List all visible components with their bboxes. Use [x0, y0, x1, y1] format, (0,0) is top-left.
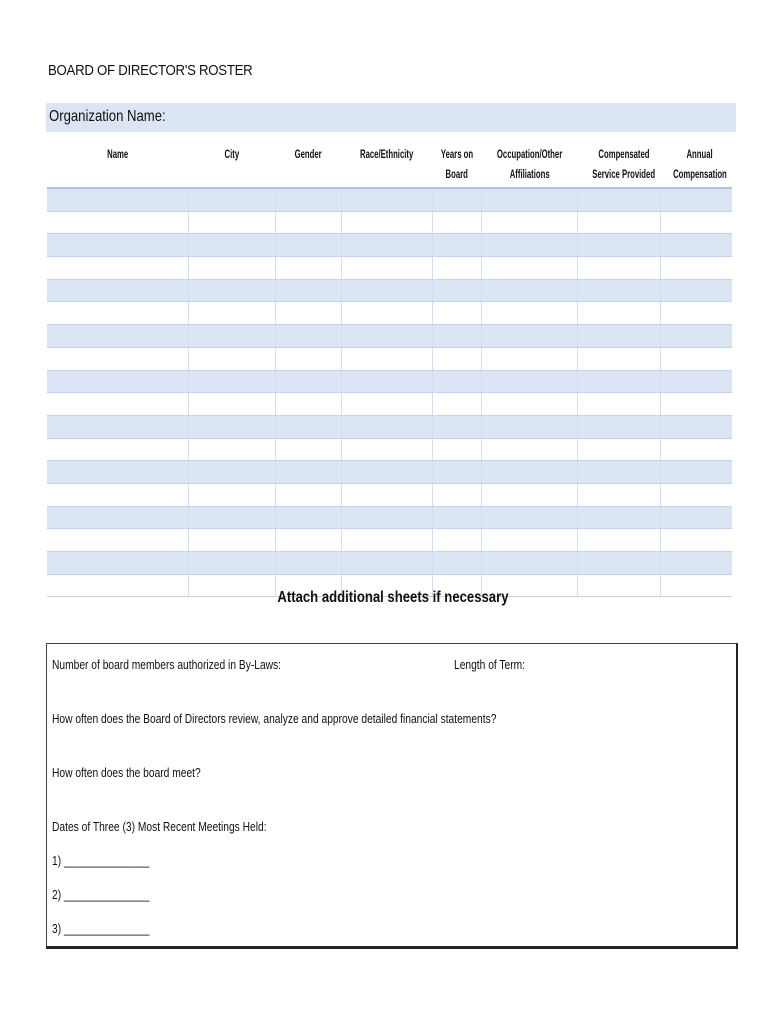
roster-cell[interactable] — [188, 506, 275, 529]
attach-note: Attach additional sheets if necessary — [276, 589, 509, 606]
roster-cell[interactable] — [577, 552, 660, 575]
roster-cell[interactable] — [660, 347, 732, 370]
roster-cell[interactable] — [432, 461, 481, 484]
roster-cell[interactable] — [341, 393, 432, 416]
roster-cell[interactable] — [341, 552, 432, 575]
roster-cell[interactable] — [47, 279, 188, 302]
roster-cell[interactable] — [47, 393, 188, 416]
roster-cell[interactable] — [188, 188, 275, 211]
roster-cell[interactable] — [432, 234, 481, 257]
column-header-occupation: Occupation/Other Affiliations — [481, 143, 577, 188]
recent-meetings-label: Dates of Three (3) Most Recent Meetings Held: — [52, 820, 267, 834]
roster-cell[interactable] — [47, 552, 188, 575]
roster-cell[interactable] — [275, 529, 341, 552]
roster-cell[interactable] — [341, 257, 432, 280]
roster-cell[interactable] — [275, 506, 341, 529]
length-of-term-label: Length of Term: — [454, 658, 526, 672]
roster-row — [47, 552, 732, 575]
roster-cell[interactable] — [432, 552, 481, 575]
roster-cell[interactable] — [275, 370, 341, 393]
roster-cell[interactable] — [188, 302, 275, 325]
roster-cell[interactable] — [481, 302, 577, 325]
column-header-gender: Gender — [275, 143, 341, 188]
roster-cell[interactable] — [432, 325, 481, 348]
roster-cell[interactable] — [432, 211, 481, 234]
roster-cell[interactable] — [660, 370, 732, 393]
roster-cell[interactable] — [47, 415, 188, 438]
roster-cell[interactable] — [660, 438, 732, 461]
roster-cell[interactable] — [432, 415, 481, 438]
roster-cell[interactable] — [47, 325, 188, 348]
organization-name-label: Organization Name: — [49, 108, 166, 125]
roster-row — [47, 529, 732, 552]
column-header-city: City — [188, 143, 275, 188]
roster-cell[interactable] — [660, 234, 732, 257]
roster-cell[interactable] — [341, 415, 432, 438]
roster-cell[interactable] — [577, 234, 660, 257]
roster-cell[interactable] — [660, 325, 732, 348]
roster-cell[interactable] — [341, 461, 432, 484]
roster-cell[interactable] — [660, 211, 732, 234]
roster-cell[interactable] — [577, 279, 660, 302]
meeting-frequency-question: How often does the board meet? — [52, 766, 201, 780]
roster-cell[interactable] — [47, 461, 188, 484]
roster-cell[interactable] — [432, 302, 481, 325]
roster-cell[interactable] — [341, 302, 432, 325]
roster-cell[interactable] — [275, 415, 341, 438]
roster-cell[interactable] — [481, 370, 577, 393]
roster-cell[interactable] — [341, 347, 432, 370]
roster-row — [47, 234, 732, 257]
roster-cell[interactable] — [341, 529, 432, 552]
roster-cell[interactable] — [432, 279, 481, 302]
roster-table — [47, 143, 732, 597]
roster-cell[interactable] — [577, 211, 660, 234]
roster-cell[interactable] — [660, 188, 732, 211]
roster-cell[interactable] — [577, 438, 660, 461]
meeting-date-line-2[interactable]: 2) _______________ — [52, 888, 150, 902]
roster-cell[interactable] — [188, 370, 275, 393]
roster-cell[interactable] — [577, 529, 660, 552]
roster-cell[interactable] — [660, 483, 732, 506]
roster-cell[interactable] — [660, 529, 732, 552]
roster-cell[interactable] — [275, 211, 341, 234]
roster-cell[interactable] — [481, 438, 577, 461]
roster-cell[interactable] — [660, 279, 732, 302]
roster-row — [47, 325, 732, 348]
column-header-name: Name — [47, 143, 188, 188]
roster-cell[interactable] — [481, 347, 577, 370]
roster-cell[interactable] — [577, 325, 660, 348]
roster-cell[interactable] — [660, 506, 732, 529]
roster-cell[interactable] — [341, 483, 432, 506]
roster-cell[interactable] — [660, 257, 732, 280]
column-header-compensated-service: Compensated Service Provided — [577, 143, 660, 188]
roster-cell[interactable] — [577, 188, 660, 211]
roster-row — [47, 211, 732, 234]
roster-cell[interactable] — [47, 347, 188, 370]
roster-cell[interactable] — [275, 234, 341, 257]
roster-cell[interactable] — [341, 325, 432, 348]
roster-cell[interactable] — [188, 325, 275, 348]
roster-cell[interactable] — [47, 483, 188, 506]
authorized-members-label: Number of board members authorized in By-Laws: — [52, 658, 282, 672]
roster-cell[interactable] — [275, 325, 341, 348]
roster-cell[interactable] — [660, 393, 732, 416]
roster-row — [47, 506, 732, 529]
roster-cell[interactable] — [47, 506, 188, 529]
roster-cell[interactable] — [481, 257, 577, 280]
column-header-years-on-board: Years on Board — [432, 143, 481, 188]
roster-cell[interactable] — [660, 461, 732, 484]
roster-cell[interactable] — [341, 279, 432, 302]
roster-cell[interactable] — [188, 483, 275, 506]
roster-cell[interactable] — [481, 506, 577, 529]
roster-cell[interactable] — [432, 483, 481, 506]
roster-cell[interactable] — [275, 483, 341, 506]
roster-cell[interactable] — [432, 370, 481, 393]
roster-cell[interactable] — [432, 257, 481, 280]
roster-cell[interactable] — [47, 211, 188, 234]
roster-row — [47, 461, 732, 484]
roster-cell[interactable] — [481, 461, 577, 484]
roster-cell[interactable] — [432, 438, 481, 461]
roster-cell[interactable] — [47, 302, 188, 325]
roster-cell[interactable] — [188, 347, 275, 370]
roster-cell[interactable] — [481, 234, 577, 257]
roster-header-row — [47, 143, 732, 188]
roster-cell[interactable] — [577, 347, 660, 370]
roster-body — [47, 188, 732, 597]
roster-cell[interactable] — [577, 461, 660, 484]
roster-cell[interactable] — [275, 257, 341, 280]
roster-cell[interactable] — [188, 415, 275, 438]
roster-cell[interactable] — [275, 188, 341, 211]
roster-cell[interactable] — [341, 211, 432, 234]
roster-row — [47, 438, 732, 461]
roster-cell[interactable] — [481, 415, 577, 438]
meeting-date-line-3[interactable]: 3) _______________ — [52, 922, 150, 936]
roster-cell[interactable] — [660, 415, 732, 438]
roster-cell[interactable] — [341, 370, 432, 393]
roster-cell[interactable] — [47, 438, 188, 461]
roster-cell[interactable] — [577, 257, 660, 280]
roster-cell[interactable] — [577, 415, 660, 438]
roster-cell[interactable] — [47, 370, 188, 393]
roster-row — [47, 415, 732, 438]
board-info-box — [46, 643, 738, 949]
column-header-race-ethnicity: Race/Ethnicity — [341, 143, 432, 188]
roster-cell[interactable] — [481, 279, 577, 302]
roster-cell[interactable] — [275, 461, 341, 484]
page-title: BOARD OF DIRECTOR'S ROSTER — [48, 62, 253, 79]
roster-cell[interactable] — [188, 438, 275, 461]
roster-cell[interactable] — [341, 188, 432, 211]
roster-row — [47, 257, 732, 280]
roster-cell[interactable] — [481, 393, 577, 416]
roster-cell[interactable] — [188, 393, 275, 416]
roster-cell[interactable] — [577, 483, 660, 506]
roster-cell[interactable] — [275, 438, 341, 461]
roster-cell[interactable] — [481, 188, 577, 211]
roster-cell[interactable] — [577, 370, 660, 393]
roster-cell[interactable] — [188, 461, 275, 484]
roster-cell[interactable] — [481, 483, 577, 506]
roster-cell[interactable] — [481, 211, 577, 234]
roster-cell[interactable] — [275, 393, 341, 416]
roster-cell[interactable] — [660, 552, 732, 575]
roster-cell[interactable] — [577, 393, 660, 416]
roster-cell[interactable] — [188, 211, 275, 234]
roster-cell[interactable] — [188, 529, 275, 552]
roster-cell[interactable] — [47, 188, 188, 211]
roster-row — [47, 370, 732, 393]
organization-name-field[interactable] — [46, 103, 736, 132]
roster-cell[interactable] — [432, 347, 481, 370]
roster-cell[interactable] — [275, 552, 341, 575]
roster-cell[interactable] — [577, 302, 660, 325]
roster-row — [47, 302, 732, 325]
roster-cell[interactable] — [341, 234, 432, 257]
column-header-annual-compensation: Annual Compensation — [660, 143, 732, 188]
roster-cell[interactable] — [660, 302, 732, 325]
roster-row — [47, 347, 732, 370]
roster-cell[interactable] — [275, 302, 341, 325]
roster-row — [47, 279, 732, 302]
roster-cell[interactable] — [188, 279, 275, 302]
roster-cell[interactable] — [275, 279, 341, 302]
roster-cell[interactable] — [481, 325, 577, 348]
roster-cell[interactable] — [432, 393, 481, 416]
meeting-date-line-1[interactable]: 1) _______________ — [52, 854, 150, 868]
roster-cell[interactable] — [275, 347, 341, 370]
roster-row — [47, 483, 732, 506]
roster-cell[interactable] — [432, 506, 481, 529]
roster-row — [47, 393, 732, 416]
roster-cell[interactable] — [47, 234, 188, 257]
roster-row — [47, 188, 732, 211]
roster-cell[interactable] — [188, 257, 275, 280]
financial-review-question: How often does the Board of Directors review, analyze and approve detailed financial statements? — [52, 712, 497, 726]
roster-cell[interactable] — [341, 506, 432, 529]
roster-cell[interactable] — [481, 552, 577, 575]
roster-cell[interactable] — [481, 529, 577, 552]
roster-cell[interactable] — [432, 529, 481, 552]
roster-cell[interactable] — [577, 506, 660, 529]
roster-cell[interactable] — [47, 529, 188, 552]
roster-cell[interactable] — [432, 188, 481, 211]
roster-cell[interactable] — [341, 438, 432, 461]
roster-cell[interactable] — [47, 257, 188, 280]
roster-cell[interactable] — [188, 234, 275, 257]
roster-cell[interactable] — [188, 552, 275, 575]
